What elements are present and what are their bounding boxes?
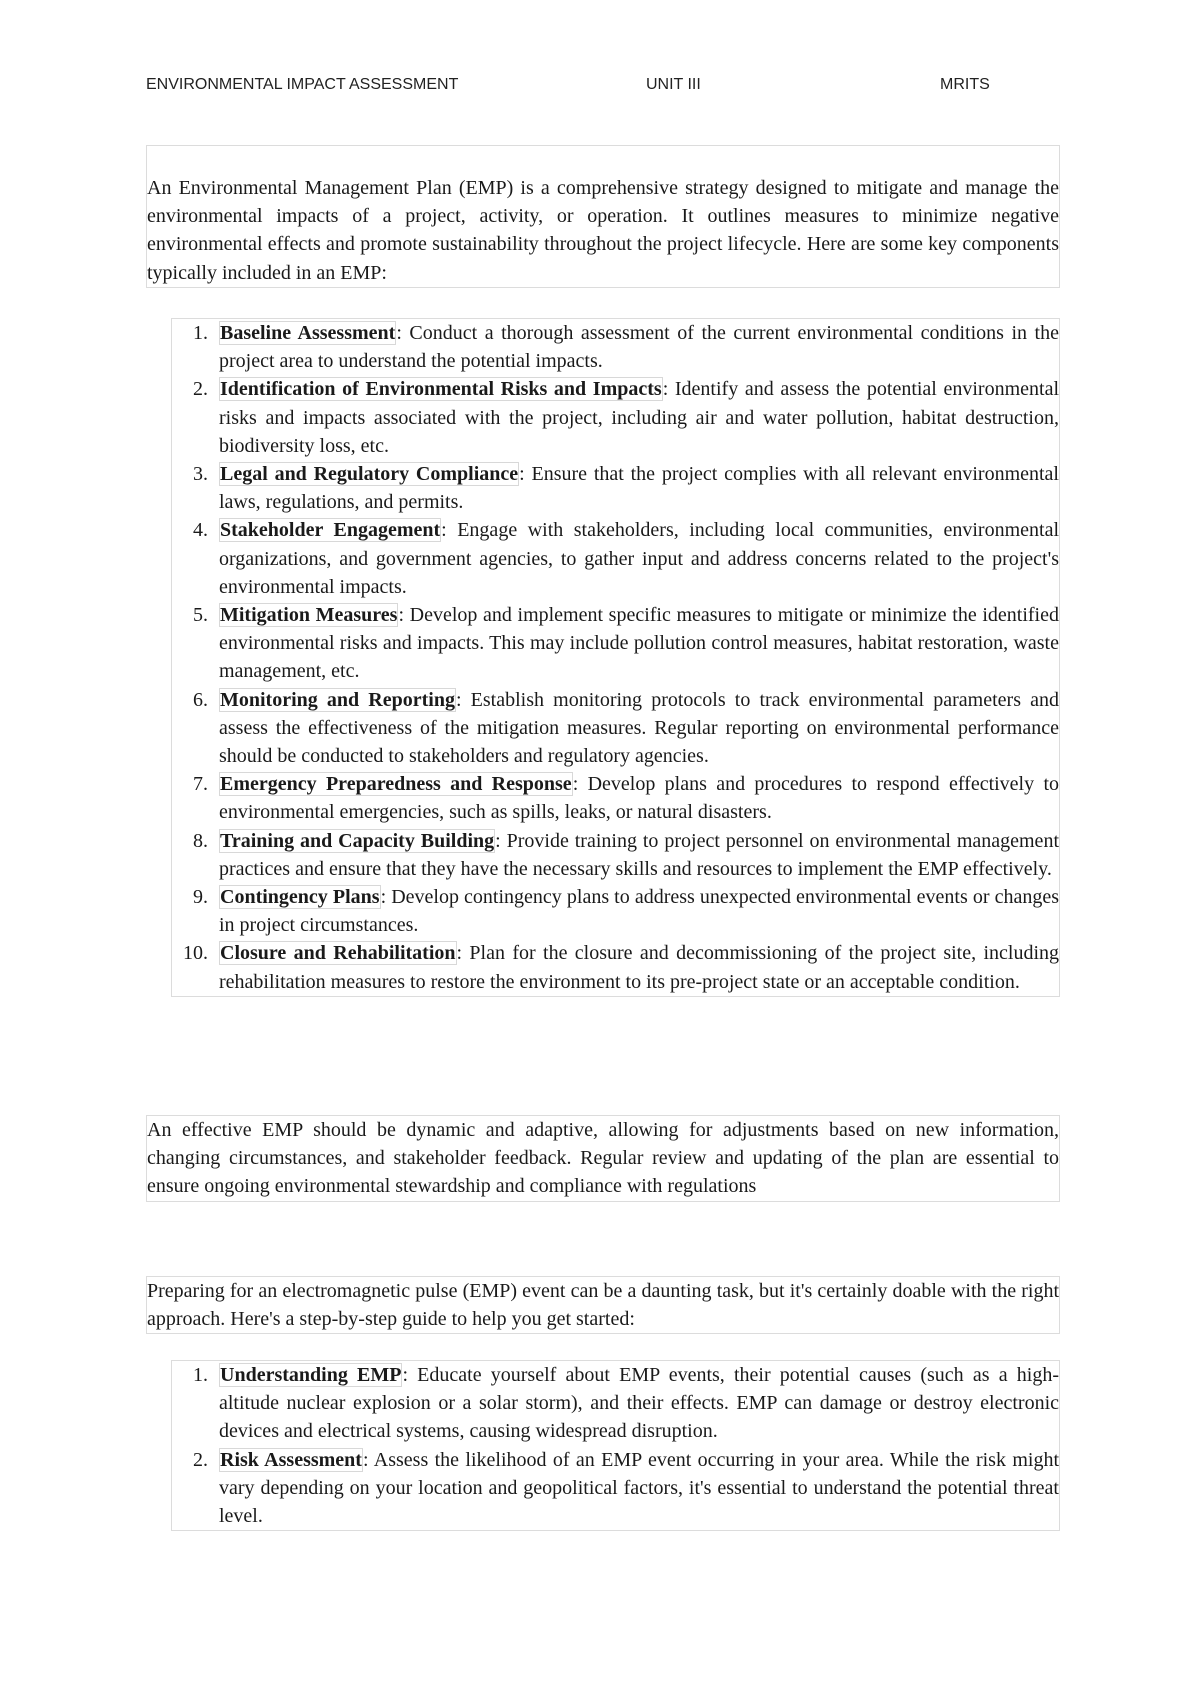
list-item-text: : Identify and assess the potential environmental risks and impacts associated with the project, including air and water pollution, habitat destruction, biodiversity loss, etc. bbox=[219, 378, 1060, 457]
pulse-steps-box bbox=[171, 1360, 1060, 1531]
emp-components-list bbox=[172, 319, 1059, 996]
list-item-number: 2. bbox=[193, 378, 208, 401]
list-item-number: 8. bbox=[193, 829, 208, 852]
list-item-term: Emergency Preparedness and Response bbox=[220, 773, 572, 796]
list-item bbox=[172, 460, 1059, 516]
list-item bbox=[172, 883, 1059, 939]
list-item bbox=[172, 770, 1059, 826]
list-item-term: Risk Assessment bbox=[220, 1448, 362, 1471]
list-item-text: : Develop plans and procedures to respond effectively to environmental emergencies, such as spills, leaks, or natural disasters. bbox=[219, 773, 1059, 824]
list-item-number: 7. bbox=[193, 773, 208, 796]
list-item-text: : Develop contingency plans to address unexpected environmental events or changes in project circumstances. bbox=[219, 886, 1060, 937]
list-item-text: : Plan for the closure and decommissioning of the project site, including rehabilitation measures to restore the environment to its pre-project state or an acceptable condition. bbox=[219, 942, 1059, 993]
list-item-number: 10. bbox=[183, 942, 208, 965]
intro-paragraph-box bbox=[146, 145, 1060, 288]
list-item bbox=[172, 1446, 1059, 1531]
list-item bbox=[172, 319, 1059, 375]
list-item-term: Stakeholder Engagement bbox=[220, 519, 441, 542]
list-item bbox=[172, 375, 1059, 460]
effective-paragraph-box bbox=[146, 1115, 1060, 1202]
pulse-intro-box bbox=[146, 1276, 1060, 1334]
list-item-number: 1. bbox=[193, 322, 208, 344]
list-item-number: 6. bbox=[193, 688, 208, 711]
effective-paragraph: An effective EMP should be dynamic and adaptive, allowing for adjustments based on new information, changing circumstances, and stakeholder feedback. Regular review and updating of the plan are essential to ensure ongoing environmental stewardship and compliance with regulations bbox=[147, 1119, 1059, 1198]
list-item-text: : Engage with stakeholders, including local communities, environmental organizations, and government agencies, to gather input and address concerns related to the project's environmental impacts. bbox=[219, 519, 1060, 598]
list-item bbox=[172, 686, 1059, 771]
list-item-term: Baseline Assessment bbox=[220, 322, 396, 344]
list-item-term: Identification of Environmental Risks and Impacts bbox=[220, 378, 662, 401]
list-item-term: Legal and Regulatory Compliance bbox=[220, 463, 519, 486]
pulse-intro-paragraph: Preparing for an electromagnetic pulse (EMP) event can be a daunting task, but it's certainly doable with the right approach. Here's a step-by-step guide to help you get started: bbox=[147, 1280, 1059, 1331]
list-item bbox=[172, 516, 1059, 601]
list-item-term: Training and Capacity Building bbox=[220, 829, 495, 852]
list-item bbox=[172, 1361, 1059, 1446]
list-item bbox=[172, 601, 1059, 686]
header-course-title: ENVIRONMENTAL IMPACT ASSESSMENT bbox=[146, 76, 459, 93]
list-item bbox=[172, 827, 1059, 883]
list-item-term: Understanding EMP bbox=[220, 1364, 402, 1386]
list-item-text: : Conduct a thorough assessment of the current environmental conditions in the project area to understand the potential impacts. bbox=[219, 322, 1059, 373]
page-header bbox=[146, 76, 992, 100]
list-item bbox=[172, 939, 1059, 995]
emp-components-box bbox=[171, 318, 1060, 997]
list-item-term: Monitoring and Reporting bbox=[220, 688, 455, 711]
list-item-text: : Ensure that the project complies with all relevant environmental laws, regulations, and permits. bbox=[219, 463, 1059, 514]
intro-paragraph: An Environmental Management Plan (EMP) is a comprehensive strategy designed to mitigate and manage the environmental impacts of a project, activity, or operation. It outlines measures to minimize negative environmental effects and promote sustainability throughout the project lifecycle. Here are some key components typically included in an EMP: bbox=[147, 177, 1059, 284]
list-item-number: 3. bbox=[193, 463, 208, 486]
pulse-steps-list bbox=[172, 1361, 1059, 1530]
header-unit: UNIT III bbox=[646, 76, 701, 93]
list-item-number: 1. bbox=[193, 1364, 208, 1386]
list-item-text: : Educate yourself about EMP events, their potential causes (such as a high-altitude nuclear explosion or a solar storm), and their effects. EMP can damage or destroy electronic devices and electrical systems, causing widespread disruption. bbox=[219, 1364, 1059, 1443]
list-item-text: : Provide training to project personnel on environmental management practices and ensure that they have the necessary skills and resources to implement the EMP effectively. bbox=[219, 829, 1059, 880]
list-item-number: 9. bbox=[193, 886, 208, 909]
list-item-number: 4. bbox=[193, 519, 208, 542]
list-item-term: Mitigation Measures bbox=[220, 604, 398, 627]
list-item-term: Contingency Plans bbox=[220, 886, 380, 909]
list-item-text: : Assess the likelihood of an EMP event occurring in your area. While the risk might vary depending on your location and geopolitical factors, it's essential to understand the potential threat level. bbox=[219, 1448, 1059, 1528]
header-institution: MRITS bbox=[940, 76, 990, 93]
list-item-text: : Develop and implement specific measures to mitigate or minimize the identified environmental risks and impacts. This may include pollution control measures, habitat restoration, waste management, etc. bbox=[219, 604, 1059, 683]
list-item-number: 2. bbox=[193, 1448, 208, 1471]
list-item-term: Closure and Rehabilitation bbox=[220, 942, 456, 965]
list-item-number: 5. bbox=[193, 604, 208, 627]
list-item-text: : Establish monitoring protocols to track environmental parameters and assess the effectiveness of the mitigation measures. Regular reporting on environmental performance should be conducted to stakeholders and regulatory agencies. bbox=[219, 688, 1060, 768]
